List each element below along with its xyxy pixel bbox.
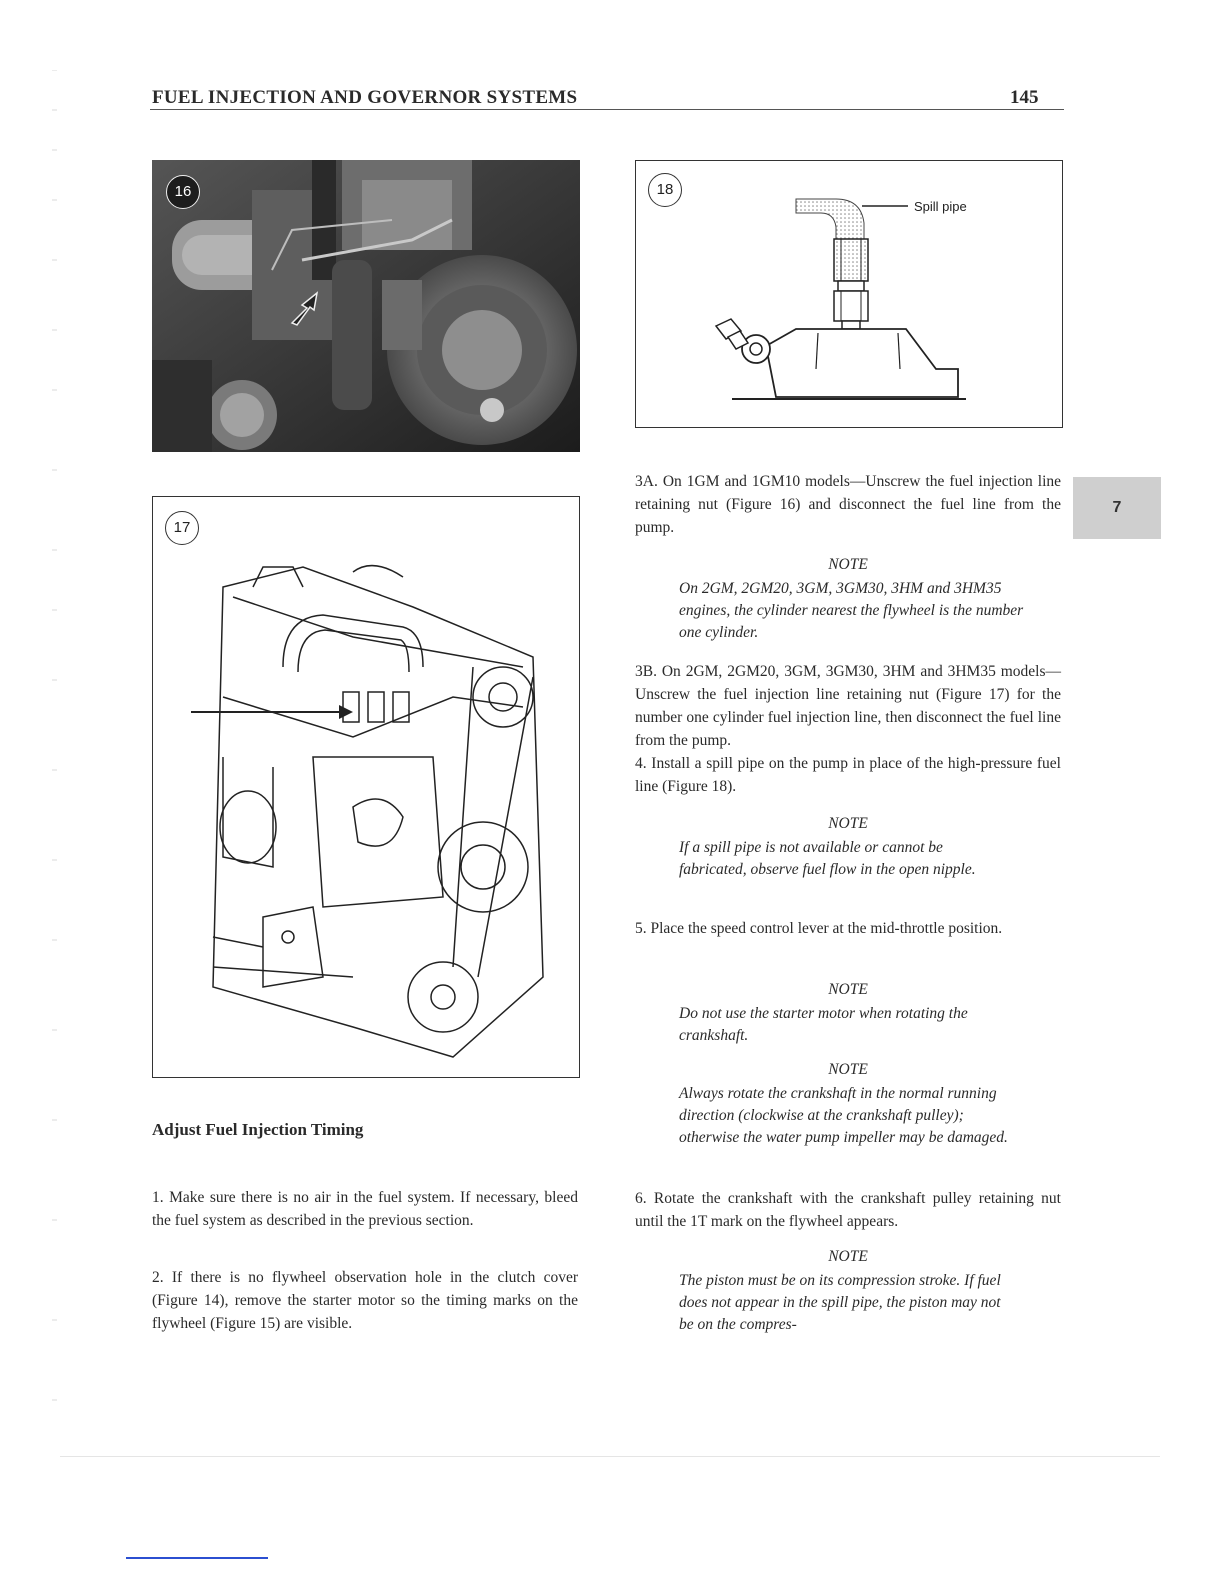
note-3-title: NOTE	[828, 981, 868, 998]
figure-17	[152, 496, 580, 1078]
paragraph-3a: 3A. On 1GM and 1GM10 models—Unscrew the fuel injection line retaining nut (Figure 16) and disconnect the fuel line from the pump.	[635, 473, 1061, 536]
figure-16-photo	[152, 160, 580, 452]
note-5-title: NOTE	[828, 1248, 868, 1265]
figure-17-number: 17	[165, 511, 199, 545]
engine-line-drawing	[153, 497, 579, 1077]
figure-18	[635, 160, 1063, 428]
figure-18-number: 18	[648, 173, 682, 207]
paragraph-4: 4. Install a spill pipe on the pump in place of the high-pressure fuel line (Figure 18).	[635, 755, 1061, 795]
figure-16-number: 16	[166, 175, 200, 209]
paragraph-6: 6. Rotate the crankshaft with the crankshaft pulley retaining nut until the 1T mark on the flywheel appears.	[635, 1190, 1061, 1230]
note-5-body: The piston must be on its compression stroke. If fuel does not appear in the spill pipe, the piston may not be on the compres-	[679, 1272, 1001, 1333]
paragraph-2: 2. If there is no flywheel observation hole in the clutch cover (Figure 14), remove the starter motor so the timing marks on the flywheel (Figure 15) are visible.	[152, 1269, 578, 1332]
paragraph-1: 1. Make sure there is no air in the fuel system. If necessary, bleed the fuel system as described in the previous section.	[152, 1189, 578, 1229]
page-number: 145	[1010, 87, 1039, 108]
note-1-body: On 2GM, 2GM20, 3GM, 3GM30, 3HM and 3HM35 engines, the cylinder nearest the flywheel is the number one cylinder.	[679, 580, 1024, 641]
note-2-body: If a spill pipe is not available or cannot be fabricated, observe fuel flow in the open nipple.	[679, 839, 976, 878]
running-header-title: FUEL INJECTION AND GOVERNOR SYSTEMS	[152, 87, 578, 108]
note-4-title: NOTE	[828, 1061, 868, 1078]
section-heading: Adjust Fuel Injection Timing	[152, 1120, 364, 1139]
paragraph-3b: 3B. On 2GM, 2GM20, 3GM, 3GM30, 3HM and 3HM35 models—Unscrew the fuel injection line retaining nut (Figure 17) for the number one cylinder fuel injection line, then disconnect the fuel line from the pump.	[635, 663, 1061, 749]
note-3-body: Do not use the starter motor when rotating the crankshaft.	[679, 1005, 968, 1044]
bottom-rule	[60, 1456, 1160, 1457]
note-1-title: NOTE	[828, 556, 868, 573]
chapter-tab: 7	[1073, 477, 1161, 539]
engine-photo-illustration	[152, 160, 580, 452]
note-2-title: NOTE	[828, 815, 868, 832]
bottom-link-underline[interactable]	[126, 1557, 268, 1559]
margin-ticks	[52, 70, 58, 1470]
spill-pipe-diagram	[636, 161, 1062, 427]
note-4-body: Always rotate the crankshaft in the normal running direction (clockwise at the crankshaft pulley); otherwise the water pump impeller may be damaged.	[679, 1085, 1008, 1146]
paragraph-5: 5. Place the speed control lever at the mid-throttle position.	[635, 920, 1003, 937]
header-rule	[150, 109, 1064, 110]
figure-18-callout-spill-pipe: Spill pipe	[914, 199, 967, 214]
